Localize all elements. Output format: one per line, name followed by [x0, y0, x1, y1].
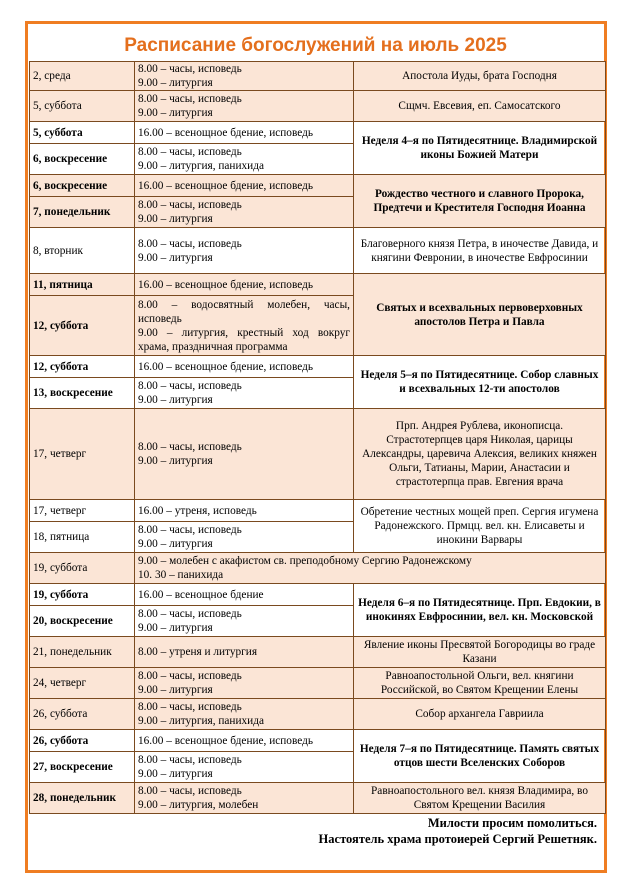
date-cell: 24, четверг — [30, 668, 135, 699]
date-cell: 13, воскресение — [30, 378, 135, 409]
feast-cell: Благоверного князя Петра, в иночестве Давида, и княгини Февронии, в иночестве Евфросинии — [354, 228, 606, 274]
services-cell: 8.00 – часы, исповедь 9.00 – литургия — [135, 91, 354, 122]
date-cell: 17, четверг — [30, 409, 135, 500]
table-row — [30, 637, 606, 668]
date-cell: 11, пятница — [30, 274, 135, 296]
services-cell: 8.00 – часы, исповедь 9.00 – литургия, молебен — [135, 783, 354, 814]
feast-cell: Неделя 4–я по Пятидесятнице. Владимирской иконы Божией Матери — [354, 122, 606, 175]
services-cell: 8.00 – часы, исповедь 9.00 – литургия — [135, 378, 354, 409]
table-row — [30, 274, 606, 296]
schedule-table — [29, 61, 606, 814]
date-cell: 26, суббота — [30, 699, 135, 730]
table-row — [30, 668, 606, 699]
services-cell: 16.00 – всенощное бдение, исповедь — [135, 122, 354, 144]
table-row — [30, 699, 606, 730]
date-cell: 27, воскресение — [30, 752, 135, 783]
table-row — [30, 783, 606, 814]
date-cell: 5, суббота — [30, 122, 135, 144]
table-row — [30, 62, 606, 91]
page-title: Расписание богослужений на июль 2025 — [124, 35, 507, 56]
date-cell: 12, суббота — [30, 296, 135, 356]
feast-cell: Равноапостольной Ольги, вел. княгини Российской, во Святом Крещении Елены — [354, 668, 606, 699]
feast-cell: Сщмч. Евсевия, еп. Самосатского — [354, 91, 606, 122]
table-row — [30, 175, 606, 197]
services-cell: 16.00 – всенощное бдение, исповедь — [135, 730, 354, 752]
feast-cell: Святых и всехвальных первоверховных апостолов Петра и Павла — [354, 274, 606, 356]
services-cell: 8.00 – часы, исповедь 9.00 – литургия — [135, 752, 354, 783]
services-cell: 8.00 – утреня и литургия — [135, 637, 354, 668]
date-cell: 28, понедельник — [30, 783, 135, 814]
date-cell: 20, воскресение — [30, 606, 135, 637]
services-cell: 8.00 – водосвятный молебен, часы, исповедь 9.00 – литургия, крестный ход вокруг храма, праздничная программа — [135, 296, 354, 356]
table-row — [30, 409, 606, 500]
feast-cell: Неделя 7–я по Пятидесятнице. Память святых отцов шести Вселенских Соборов — [354, 730, 606, 783]
services-cell: 8.00 – часы, исповедь 9.00 – литургия — [135, 228, 354, 274]
date-cell: 6, воскресение — [30, 175, 135, 197]
table-row — [30, 584, 606, 606]
services-cell: 16.00 – всенощное бдение — [135, 584, 354, 606]
date-cell: 26, суббота — [30, 730, 135, 752]
services-cell: 8.00 – часы, исповедь 9.00 – литургия — [135, 197, 354, 228]
date-cell: 6, воскресение — [30, 144, 135, 175]
table-row — [30, 356, 606, 378]
services-cell: 16.00 – всенощное бдение, исповедь — [135, 175, 354, 197]
table-row — [30, 553, 606, 584]
services-cell: 8.00 – часы, исповедь 9.00 – литургия — [135, 409, 354, 500]
table-row — [30, 91, 606, 122]
date-cell: 19, суббота — [30, 553, 135, 584]
date-cell: 5, суббота — [30, 91, 135, 122]
feast-cell: Явление иконы Пресвятой Богородицы во граде Казани — [354, 637, 606, 668]
footer — [319, 815, 597, 847]
feast-cell: Обретение честных мощей преп. Сергия игумена Радонежского. Прмцц. вел. кн. Елисаветы и инокини Варвары — [354, 500, 606, 553]
feast-cell: Собор архангела Гавриила — [354, 699, 606, 730]
footer-invitation: Милости просим помолиться. — [427, 816, 597, 830]
services-cell: 8.00 – часы, исповедь 9.00 – литургия — [135, 62, 354, 91]
date-cell: 17, четверг — [30, 500, 135, 522]
services-cell: 16.00 – всенощное бдение, исповедь — [135, 274, 354, 296]
date-cell: 21, понедельник — [30, 637, 135, 668]
feast-cell: Апостола Иуды, брата Господня — [354, 62, 606, 91]
services-cell: 8.00 – часы, исповедь 9.00 – литургия, панихида — [135, 144, 354, 175]
footer-signature: Настоятель храма протоиерей Сергий Решетняк. — [318, 832, 597, 846]
date-cell: 2, среда — [30, 62, 135, 91]
date-cell: 18, пятница — [30, 522, 135, 553]
table-row — [30, 228, 606, 274]
services-cell: 9.00 – молебен с акафистом св. преподобному Сергию Радонежскому 10. 30 – панихида — [135, 553, 606, 584]
services-cell: 16.00 – утреня, исповедь — [135, 500, 354, 522]
table-row — [30, 122, 606, 144]
feast-cell: Прп. Андрея Рублева, иконописца. Страстотерпцев царя Николая, царицы Александры, царевича Алексия, великих княжен Ольги, Татианы, Марии, Анастасии и страстотерпца прав. Евгения врача — [354, 409, 606, 500]
services-cell: 8.00 – часы, исповедь 9.00 – литургия, панихида — [135, 699, 354, 730]
feast-cell: Неделя 6–я по Пятидесятнице. Прп. Евдокии, в инокинях Евфросинии, вел. кн. Московской — [354, 584, 606, 637]
table-row — [30, 730, 606, 752]
date-cell: 12, суббота — [30, 356, 135, 378]
feast-cell: Рождество честного и славного Пророка, Предтечи и Крестителя Господня Иоанна — [354, 175, 606, 228]
feast-cell: Неделя 5–я по Пятидесятнице. Собор славных и всехвальных 12-ти апостолов — [354, 356, 606, 409]
services-cell: 8.00 – часы, исповедь 9.00 – литургия — [135, 522, 354, 553]
services-cell: 8.00 – часы, исповедь 9.00 – литургия — [135, 668, 354, 699]
date-cell: 8, вторник — [30, 228, 135, 274]
date-cell: 19, суббота — [30, 584, 135, 606]
services-cell: 16.00 – всенощное бдение, исповедь — [135, 356, 354, 378]
date-cell: 7, понедельник — [30, 197, 135, 228]
services-cell: 8.00 – часы, исповедь 9.00 – литургия — [135, 606, 354, 637]
table-row — [30, 500, 606, 522]
feast-cell: Равноапостольного вел. князя Владимира, во Святом Крещении Василия — [354, 783, 606, 814]
